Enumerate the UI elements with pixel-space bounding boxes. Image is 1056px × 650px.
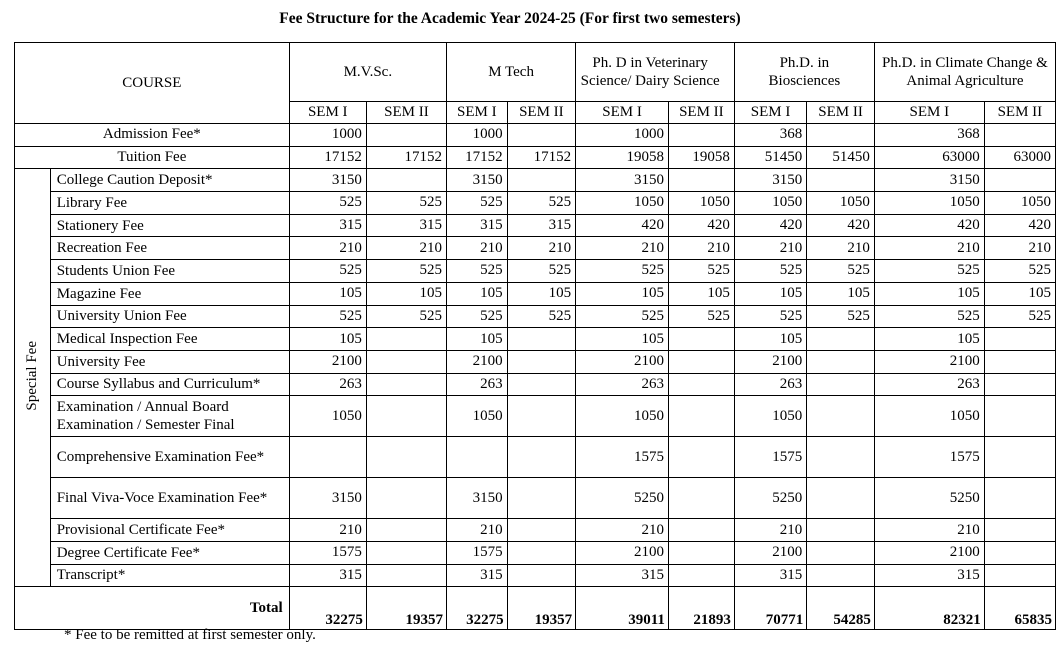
fee-value: 1575: [447, 541, 508, 564]
fee-value: 525: [576, 260, 669, 283]
fee-value: [807, 478, 875, 519]
fee-value: [807, 541, 875, 564]
sem-1-header: SEM I: [289, 102, 366, 124]
fee-value: 525: [507, 260, 576, 283]
fee-value: 210: [984, 237, 1055, 260]
fee-row: [15, 237, 1056, 260]
fee-label: Provisional Certificate Fee*: [50, 519, 289, 542]
fee-value: 525: [668, 305, 734, 328]
fee-value: [366, 328, 446, 351]
sem-2-header: SEM II: [668, 102, 734, 124]
fee-value: [668, 437, 734, 478]
fee-value: 525: [668, 260, 734, 283]
fee-value: [507, 478, 576, 519]
fee-value: [984, 373, 1055, 396]
fee-value: 1000: [576, 124, 669, 147]
fee-value: 210: [576, 237, 669, 260]
fee-value: 315: [447, 564, 508, 587]
fee-value: [668, 373, 734, 396]
fee-row: [15, 192, 1056, 215]
footnote: * Fee to be remitted at first semester only.: [64, 627, 316, 643]
fee-value: 3150: [447, 478, 508, 519]
fee-label: Stationery Fee: [50, 214, 289, 237]
fee-value: 525: [289, 192, 366, 215]
fee-value: 210: [576, 519, 669, 542]
sem-2-header: SEM II: [807, 102, 875, 124]
fee-value: [507, 350, 576, 373]
fee-value: [507, 396, 576, 437]
fee-value: 368: [734, 124, 806, 147]
fee-value: 105: [366, 282, 446, 305]
fee-value: 1050: [874, 396, 984, 437]
fee-value: 315: [734, 564, 806, 587]
fee-value: 105: [984, 282, 1055, 305]
fee-value: [507, 437, 576, 478]
fee-label: Comprehensive Examination Fee*: [50, 437, 289, 478]
fee-value: 3150: [447, 169, 508, 192]
total-label: Total: [15, 587, 290, 630]
fee-row: [15, 541, 1056, 564]
fee-value: 525: [289, 260, 366, 283]
fee-value: 525: [874, 305, 984, 328]
fee-value: 263: [734, 373, 806, 396]
fee-label: College Caution Deposit*: [50, 169, 289, 192]
fee-value: 17152: [289, 146, 366, 169]
fee-value: [507, 564, 576, 587]
fee-row: [15, 437, 1056, 478]
fee-value: [668, 350, 734, 373]
total-value: 82321: [874, 587, 984, 630]
fee-value: 1050: [576, 192, 669, 215]
fee-value: 3150: [734, 169, 806, 192]
fee-value: 19058: [668, 146, 734, 169]
fee-row: [15, 328, 1056, 351]
fee-label: University Union Fee: [50, 305, 289, 328]
fee-value: [366, 373, 446, 396]
fee-value: 1575: [576, 437, 669, 478]
fee-value: 263: [576, 373, 669, 396]
fee-value: 105: [576, 328, 669, 351]
fee-value: [668, 541, 734, 564]
fee-value: 525: [366, 260, 446, 283]
fee-value: [366, 541, 446, 564]
fee-label: Medical Inspection Fee: [50, 328, 289, 351]
fee-value: 105: [734, 328, 806, 351]
fee-value: 368: [874, 124, 984, 147]
fee-value: [366, 350, 446, 373]
sem-1-header: SEM I: [576, 102, 669, 124]
fee-value: 525: [366, 305, 446, 328]
sem-2-header: SEM II: [984, 102, 1055, 124]
fee-value: 3150: [576, 169, 669, 192]
fee-value: [807, 328, 875, 351]
fee-value: 3150: [289, 169, 366, 192]
fee-value: 210: [289, 519, 366, 542]
fee-value: [807, 124, 875, 147]
fee-value: [984, 564, 1055, 587]
fee-value: 315: [874, 564, 984, 587]
fee-value: 315: [366, 214, 446, 237]
fee-value: 63000: [984, 146, 1055, 169]
fee-value: 210: [289, 237, 366, 260]
fee-value: [807, 350, 875, 373]
fee-label: Recreation Fee: [50, 237, 289, 260]
fee-value: [807, 519, 875, 542]
fee-value: [366, 519, 446, 542]
fee-value: [668, 124, 734, 147]
fee-value: 315: [447, 214, 508, 237]
fee-value: 17152: [447, 146, 508, 169]
total-value: 39011: [576, 587, 669, 630]
fee-value: 1575: [874, 437, 984, 478]
fee-value: 420: [874, 214, 984, 237]
fee-value: [807, 396, 875, 437]
fee-value: 1050: [874, 192, 984, 215]
fee-value: [366, 564, 446, 587]
fee-row: [15, 146, 1056, 169]
program-header: M Tech: [447, 43, 576, 102]
program-header: M.V.Sc.: [289, 43, 446, 102]
fee-value: 525: [447, 305, 508, 328]
fee-value: 5250: [874, 478, 984, 519]
fee-value: 420: [807, 214, 875, 237]
fee-row: [15, 305, 1056, 328]
fee-value: 51450: [734, 146, 806, 169]
fee-value: 2100: [576, 541, 669, 564]
fee-label: Final Viva-Voce Examination Fee*: [50, 478, 289, 519]
fee-value: [807, 169, 875, 192]
fee-value: 1050: [734, 192, 806, 215]
course-header: COURSE: [15, 43, 290, 124]
fee-value: 3150: [289, 478, 366, 519]
fee-value: [807, 564, 875, 587]
fee-row: [15, 350, 1056, 373]
fee-value: [668, 478, 734, 519]
total-value: 32275: [289, 587, 366, 630]
fee-value: 2100: [576, 350, 669, 373]
fee-value: 1050: [807, 192, 875, 215]
fee-value: 263: [447, 373, 508, 396]
fee-value: 105: [576, 282, 669, 305]
fee-value: 2100: [734, 541, 806, 564]
fee-value: 105: [289, 328, 366, 351]
fee-label: Course Syllabus and Curriculum*: [50, 373, 289, 396]
fee-value: 420: [984, 214, 1055, 237]
fee-value: 1050: [984, 192, 1055, 215]
fee-value: 210: [447, 519, 508, 542]
fee-value: [984, 541, 1055, 564]
fee-value: [984, 437, 1055, 478]
fee-value: 1050: [576, 396, 669, 437]
total-row: [15, 587, 1056, 630]
fee-value: [366, 396, 446, 437]
fee-value: 210: [366, 237, 446, 260]
fee-value: 525: [984, 260, 1055, 283]
sem-1-header: SEM I: [734, 102, 806, 124]
sem-2-header: SEM II: [507, 102, 576, 124]
fee-value: 210: [807, 237, 875, 260]
fee-value: 263: [289, 373, 366, 396]
fee-value: 525: [447, 192, 508, 215]
fee-value: [984, 478, 1055, 519]
fee-value: 105: [734, 282, 806, 305]
fee-label: Students Union Fee: [50, 260, 289, 283]
fee-row: [15, 214, 1056, 237]
fee-value: 2100: [447, 350, 508, 373]
fee-value: 63000: [874, 146, 984, 169]
fee-value: [668, 328, 734, 351]
fee-value: [507, 169, 576, 192]
fee-value: [366, 169, 446, 192]
total-value: 65835: [984, 587, 1055, 630]
fee-label: Admission Fee*: [15, 124, 290, 147]
fee-value: 210: [507, 237, 576, 260]
fee-value: [984, 169, 1055, 192]
program-header: Ph. D in Veterinary Science/ Dairy Science: [576, 43, 735, 102]
fee-row: [15, 169, 1056, 192]
fee-value: 210: [874, 237, 984, 260]
fee-row: [15, 519, 1056, 542]
fee-value: 5250: [576, 478, 669, 519]
fee-value: 105: [807, 282, 875, 305]
fee-value: 105: [668, 282, 734, 305]
sem-2-header: SEM II: [366, 102, 446, 124]
fee-row: [15, 373, 1056, 396]
fee-value: 525: [984, 305, 1055, 328]
fee-value: 525: [874, 260, 984, 283]
fee-value: 315: [289, 564, 366, 587]
fee-value: 210: [734, 237, 806, 260]
fee-value: 1575: [734, 437, 806, 478]
fee-value: 105: [874, 282, 984, 305]
fee-value: [668, 519, 734, 542]
fee-value: 19058: [576, 146, 669, 169]
fee-value: 525: [576, 305, 669, 328]
fee-value: 525: [734, 305, 806, 328]
fee-row: [15, 260, 1056, 283]
fee-value: [668, 564, 734, 587]
fee-value: 105: [874, 328, 984, 351]
fee-label: Degree Certificate Fee*: [50, 541, 289, 564]
fee-value: 525: [289, 305, 366, 328]
special-fee-label: Special Fee: [23, 340, 40, 411]
fee-value: 525: [734, 260, 806, 283]
total-value: 19357: [366, 587, 446, 630]
fee-label: Tuition Fee: [15, 146, 290, 169]
fee-value: [984, 519, 1055, 542]
fee-value: 2100: [289, 350, 366, 373]
fee-value: 1050: [447, 396, 508, 437]
fee-value: 315: [576, 564, 669, 587]
fee-value: [289, 437, 366, 478]
fee-value: [507, 373, 576, 396]
total-value: 32275: [447, 587, 508, 630]
fee-value: 525: [447, 260, 508, 283]
sem-1-header: SEM I: [874, 102, 984, 124]
fee-value: 525: [807, 260, 875, 283]
fee-value: 105: [507, 282, 576, 305]
fee-value: [507, 519, 576, 542]
fee-value: 1575: [289, 541, 366, 564]
fee-row: [15, 478, 1056, 519]
fee-value: 105: [447, 328, 508, 351]
fee-value: [366, 437, 446, 478]
program-header: Ph.D. in Biosciences: [734, 43, 874, 102]
fee-value: 17152: [366, 146, 446, 169]
fee-label: University Fee: [50, 350, 289, 373]
fee-value: 210: [447, 237, 508, 260]
fee-label: Magazine Fee: [50, 282, 289, 305]
total-value: 21893: [668, 587, 734, 630]
total-value: 70771: [734, 587, 806, 630]
fee-value: 210: [734, 519, 806, 542]
fee-value: 525: [366, 192, 446, 215]
fee-value: 525: [507, 192, 576, 215]
fee-value: 1000: [289, 124, 366, 147]
fee-value: 1050: [734, 396, 806, 437]
fee-value: [447, 437, 508, 478]
fee-value: [366, 124, 446, 147]
fee-row: [15, 396, 1056, 437]
sem-1-header: SEM I: [447, 102, 508, 124]
fee-value: [668, 169, 734, 192]
fee-value: 525: [507, 305, 576, 328]
total-value: 19357: [507, 587, 576, 630]
page-title: Fee Structure for the Academic Year 2024-25 (For first two semesters): [279, 10, 741, 27]
fee-value: 420: [734, 214, 806, 237]
fee-value: [668, 396, 734, 437]
fee-value: 263: [874, 373, 984, 396]
fee-value: 5250: [734, 478, 806, 519]
fee-value: [507, 541, 576, 564]
fee-value: 210: [668, 237, 734, 260]
fee-table: [14, 42, 1056, 630]
fee-row: [15, 282, 1056, 305]
fee-label: Library Fee: [50, 192, 289, 215]
fee-value: 1000: [447, 124, 508, 147]
fee-value: [807, 437, 875, 478]
fee-value: 3150: [874, 169, 984, 192]
fee-value: [984, 124, 1055, 147]
fee-value: 105: [447, 282, 508, 305]
fee-value: 315: [507, 214, 576, 237]
fee-label: Transcript*: [50, 564, 289, 587]
fee-value: [984, 328, 1055, 351]
fee-value: 51450: [807, 146, 875, 169]
fee-row: [15, 124, 1056, 147]
fee-value: 2100: [874, 541, 984, 564]
fee-value: 1050: [668, 192, 734, 215]
fee-value: [366, 478, 446, 519]
fee-value: 2100: [734, 350, 806, 373]
special-fee-group-label: [15, 169, 51, 587]
fee-value: 525: [807, 305, 875, 328]
fee-value: [807, 373, 875, 396]
fee-value: [507, 124, 576, 147]
fee-value: 17152: [507, 146, 576, 169]
fee-value: [984, 350, 1055, 373]
fee-value: 105: [289, 282, 366, 305]
fee-row: [15, 564, 1056, 587]
fee-value: 420: [668, 214, 734, 237]
fee-value: 315: [289, 214, 366, 237]
fee-value: [984, 396, 1055, 437]
program-header: Ph.D. in Climate Change & Animal Agriculture: [874, 43, 1055, 102]
total-value: 54285: [807, 587, 875, 630]
fee-label: Examination / Annual Board Examination / Semester Final: [50, 396, 289, 437]
fee-value: 1050: [289, 396, 366, 437]
fee-value: 210: [874, 519, 984, 542]
fee-value: 420: [576, 214, 669, 237]
fee-value: [507, 328, 576, 351]
fee-value: 2100: [874, 350, 984, 373]
